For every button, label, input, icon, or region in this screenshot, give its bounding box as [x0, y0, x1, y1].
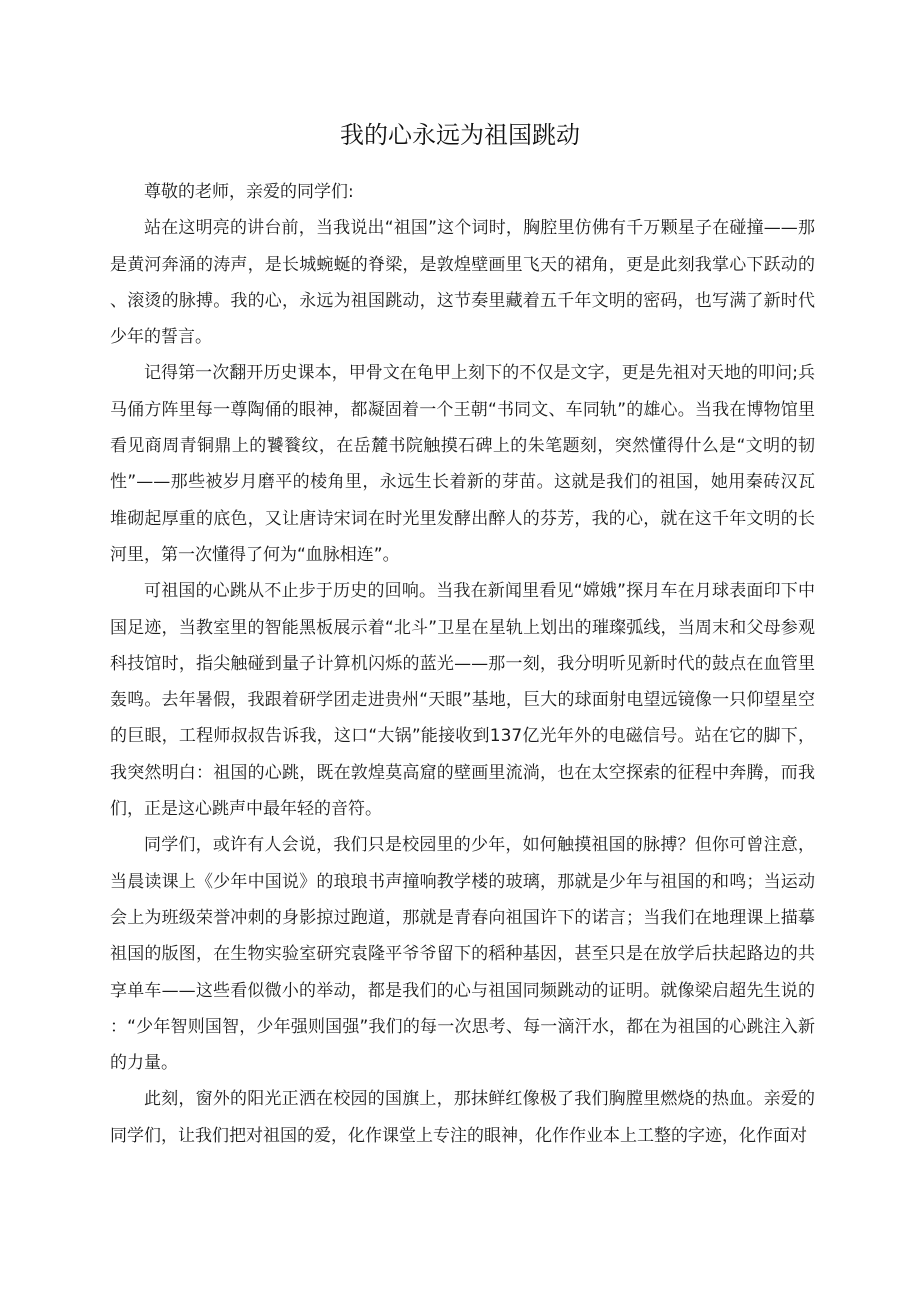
paragraph-1: 站在这明亮的讲台前，当我说出“祖国”这个词时，胸腔里仿佛有千万颗星子在碰撞——那是黄河奔涌的涛声，是长城蜿蜒的脊梁，是敦煌壁画里飞天的裙角，更是此刻我掌心下跃动的、滚烫的脉搏。我的心，永远为祖国跳动，这节奏里藏着五千年文明的密码，也写满了新时代少年的誓言。: [110, 218, 815, 348]
document-body: [110, 174, 815, 1154]
paragraph-5: 此刻，窗外的阳光正洒在校园的国旗上，那抹鲜红像极了我们胸膛里燃烧的热血。亲爱的同学们，让我们把对祖国的爱，化作课堂上专注的眼神，化作作业本上工整的字迹，化作面对: [110, 1089, 815, 1146]
paragraph-4: 同学们，或许有人会说，我们只是校园里的少年，如何触摸祖国的脉搏？但你可曾注意，当晨读课上《少年中国说》的琅琅书声撞响教学楼的玻璃，那就是少年与祖国的和鸣；当运动会上为班级荣誉冲刺的身影掠过跑道，那就是青春向祖国许下的诺言；当我们在地理课上描摹祖国的版图，在生物实验室研究袁隆平爷爷留下的稻种基因，甚至只是在放学后扶起路边的共享单车——这些看似微小的举动，都是我们的心与祖国同频跳动的证明。就像梁启超先生说的：“少年智则国智，少年强则国强”我们的每一次思考、每一滴汗水，都在为祖国的心跳注入新的力量。: [110, 835, 815, 1074]
paragraph-3: 可祖国的心跳从不止步于历史的回响。当我在新闻里看见“嫦娥”探月车在月球表面印下中国足迹，当教室里的智能黑板展示着“北斗”卫星在星轨上划出的璀璨弧线，当周末和父母参观科技馆时，指尖触碰到量子计算机闪烁的蓝光——那一刻，我分明听见新时代的鼓点在血管里轰鸣。去年暑假，我跟着研学团走进贵州“天眼”基地，巨大的球面射电望远镜像一只仰望星空的巨眼，工程师叔叔告诉我，这口“大锅”能接收到137亿光年外的电磁信号。站在它的脚下，我突然明白：祖国的心跳，既在敦煌莫高窟的壁画里流淌，也在太空探索的征程中奔腾，而我们，正是这心跳声中最年轻的音符。: [110, 581, 815, 820]
page-title: 我的心永远为祖国跳动: [340, 121, 580, 149]
paragraph-2: 记得第一次翻开历史课本，甲骨文在龟甲上刻下的不仅是文字，更是先祖对天地的叩问;兵马俑方阵里每一尊陶俑的眼神，都凝固着一个王朝“书同文、车同轨”的雄心。当我在博物馆里看见商周青铜鼎上的饕餮纹，在岳麓书院触摸石碑上的朱笔题刻，突然懂得什么是“文明的韧性”——那些被岁月磨平的棱角里，永远生长着新的芽苗。这就是我们的祖国，她用秦砖汉瓦堆砌起厚重的底色，又让唐诗宋词在时光里发酵出醉人的芬芳，我的心，就在这千年文明的长河里，第一次懂得了何为“血脉相连”。: [110, 363, 815, 565]
greeting-line: 尊敬的老师，亲爱的同学们:: [144, 182, 354, 202]
